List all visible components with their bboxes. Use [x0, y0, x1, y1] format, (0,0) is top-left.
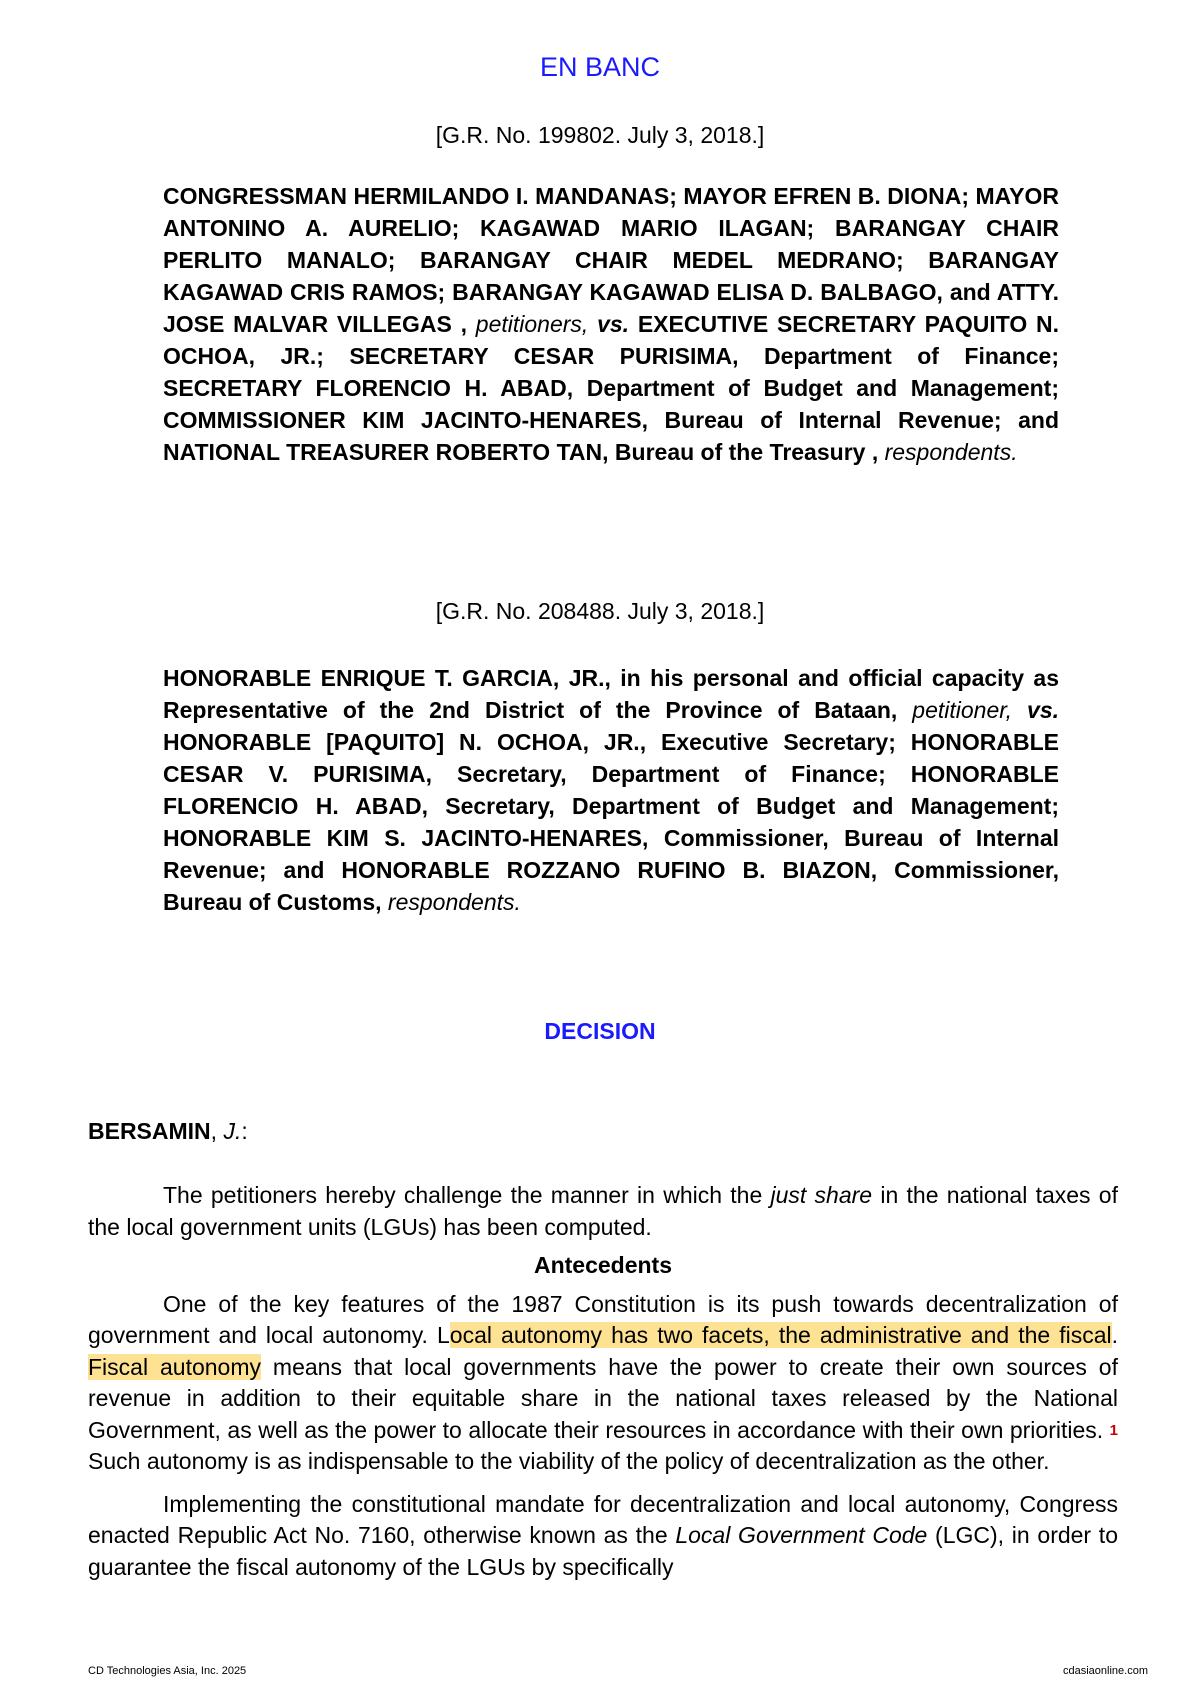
footer-copyright: CD Technologies Asia, Inc. 2025 — [88, 1665, 247, 1677]
antecedents-heading: Antecedents — [533, 1252, 673, 1278]
highlight-fiscal-autonomy: Fiscal autonomy — [88, 1353, 261, 1380]
case-2-vs: vs. — [1027, 697, 1060, 723]
case-2-petitioners: HONORABLE ENRIQUE T. GARCIA, JR., in his personal and official capacity as Representative of the 2nd District of the Province of Bataan — [163, 665, 1059, 723]
decision-title: DECISION — [544, 1018, 656, 1044]
ponente-suffix: J. — [223, 1118, 242, 1144]
ponente: BERSAMIN, J.: — [88, 1118, 248, 1144]
case-number-2: [G.R. No. 208488. July 3, 2018.] — [435, 598, 765, 624]
paragraph-2: One of the key features of the 1987 Constitution is its push towards decentralization of government and local autonomy. Local autonomy has two facets, the administrative and the fiscal. Fiscal autonomy means that local governments have the power to create their own sources of revenue in addition to their equitable share in the national taxes released by the National Government, as well as the power to allocate their resources in accordance with their own priorities. 1 Such autonomy is as indispensable to the viability of the policy of decentralization as the other. — [88, 1290, 1118, 1474]
case-2-petitioners-role: petitioner — [912, 697, 1006, 723]
case-number-1: [G.R. No. 199802. July 3, 2018.] — [435, 122, 765, 148]
footnote-link-1[interactable]: 1 — [1109, 1421, 1118, 1439]
case-2-parties: HONORABLE ENRIQUE T. GARCIA, JR., in his personal and official capacity as Representative of the 2nd District of the Province of Bataan, petitioner, vs. HONORABLE [PAQUITO] N. OCHOA, JR., Executive Secretary; HONORABLE CESAR V. PURISIMA, Secretary, Department of Finance; HONORABLE FLORENCIO H. ABAD, Secretary, Department of Budget and Management; HONORABLE KIM S. JACINTO-HENARES, Commissioner, Bureau of Internal Revenue; and HONORABLE ROZZANO RUFINO B. BIAZON, Commissioner, Bureau of Customs, respondents. — [163, 665, 1060, 915]
case-1-parties: CONGRESSMAN HERMILANDO I. MANDANAS; MAYOR EFREN B. DIONA; MAYOR ANTONINO A. AURELIO; KAGAWAD MARIO ILAGAN; BARANGAY CHAIR PERLITO MANALO; BARANGAY CHAIR MEDEL MEDRANO; BARANGAY KAGAWAD CRIS RAMOS; BARANGAY KAGAWAD ELISA D. BALBAGO, and ATTY. JOSE MALVAR VILLEGAS , petitioners, vs. EXECUTIVE SECRETARY PAQUITO N. OCHOA, JR.; SECRETARY CESAR PURISIMA, Department of Finance; SECRETARY FLORENCIO H. ABAD, Department of Budget and Management; COMMISSIONER KIM JACINTO-HENARES, Bureau of Internal Revenue; and NATIONAL TREASURER ROBERTO TAN, Bureau of the Treasury , respondents. — [163, 183, 1060, 465]
case-1-respondents-role: respondents — [884, 439, 1012, 465]
case-1-petitioners: CONGRESSMAN HERMILANDO I. MANDANAS; MAYOR EFREN B. DIONA; MAYOR ANTONINO A. AURELIO; KAGAWAD MARIO ILAGAN; BARANGAY CHAIR PERLITO MANALO; BARANGAY CHAIR MEDEL MEDRANO; BARANGAY KAGAWAD CRIS RAMOS; BARANGAY KAGAWAD ELISA D. BALBAGO, and ATTY. JOSE MALVAR VILLEGAS — [163, 183, 1059, 337]
case-2-respondents-role: respondents — [387, 889, 515, 915]
case-1-vs: vs. — [597, 311, 630, 337]
case-2-respondents: HONORABLE [PAQUITO] N. OCHOA, JR., Executive Secretary; HONORABLE CESAR V. PURISIMA, Secretary, Department of Finance; HONORABLE FLORENCIO H. ABAD, Secretary, Department of Budget and Management; HONORABLE KIM S. JACINTO-HENARES, Commissioner, Bureau of Internal Revenue; and HONORABLE ROZZANO RUFINO B. BIAZON, Commissioner, Bureau of Customs — [163, 729, 1059, 915]
case-1-respondents: EXECUTIVE SECRETARY PAQUITO N. OCHOA, JR.; SECRETARY CESAR PURISIMA, Department of Finance; SECRETARY FLORENCIO H. ABAD, Department of Budget and Management; COMMISSIONER KIM JACINTO-HENARES, Bureau of Internal Revenue; and NATIONAL TREASURER ROBERTO TAN, Bureau of the Treasury — [163, 311, 1060, 465]
decision-body — [88, 1180, 1118, 1583]
footer-site: cdasiaonline.com — [1063, 1665, 1148, 1677]
paragraph-3: Implementing the constitutional mandate for decentralization and local autonomy, Congress enacted Republic Act No. 7160, otherwise known as the Local Government Code (LGC), in order to guarantee the fiscal autonomy of the LGUs by specifically — [88, 1490, 1118, 1580]
ponente-name: BERSAMIN — [88, 1118, 211, 1144]
court-division: EN BANC — [539, 52, 661, 82]
case-1-petitioners-role: petitioners — [475, 311, 582, 337]
paragraph-1: The petitioners hereby challenge the manner in which the just share in the national taxes of the local government units (LGUs) has been computed. — [88, 1182, 1118, 1240]
highlight-local-autonomy: ocal autonomy has two facets, the administrative and the fiscal — [449, 1322, 1112, 1348]
